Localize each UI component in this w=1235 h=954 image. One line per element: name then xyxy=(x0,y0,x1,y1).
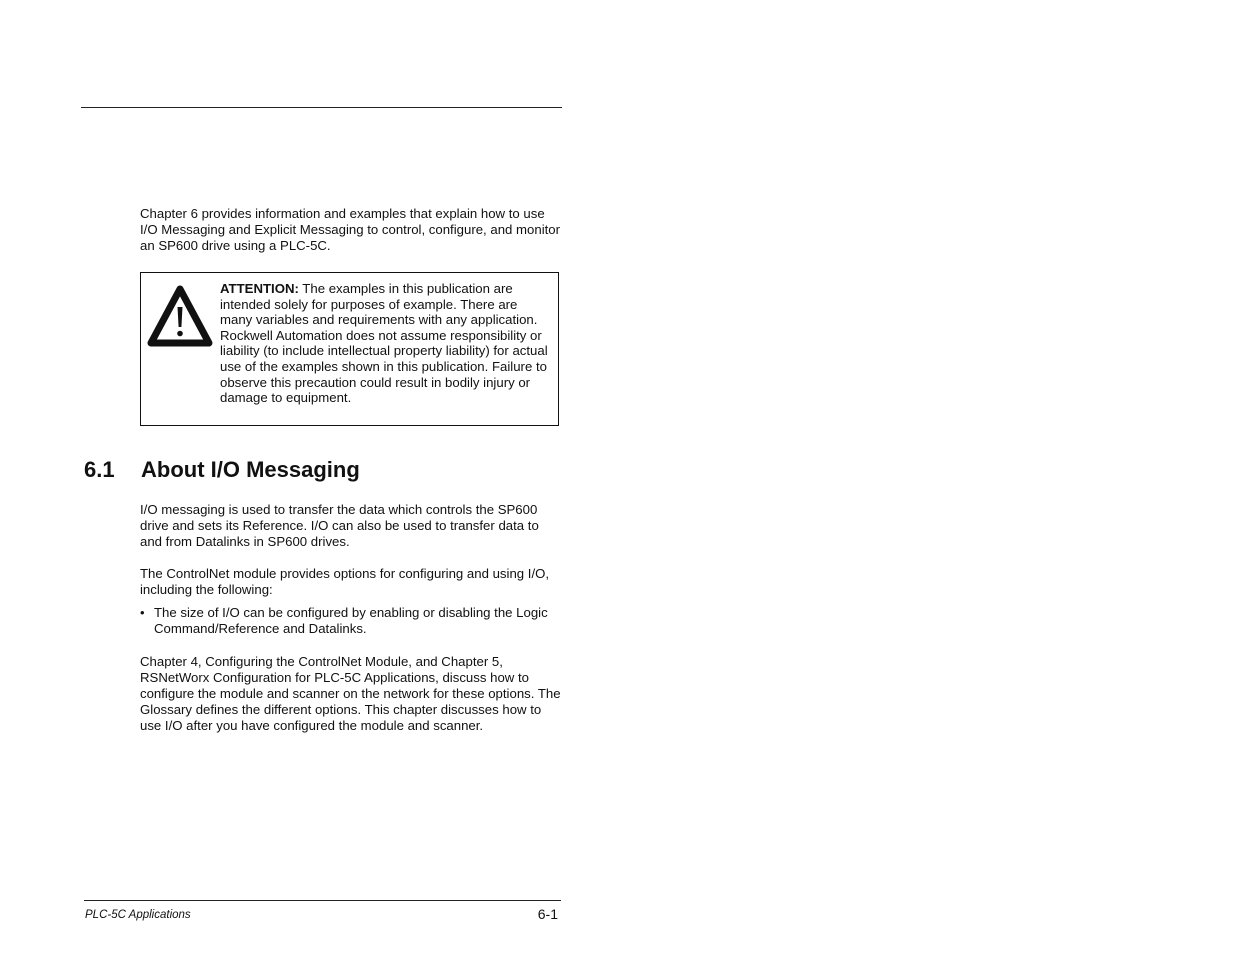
warning-triangle-icon xyxy=(146,283,214,349)
attention-body: The examples in this publication are intended solely for purposes of example. There are many variables and requirements with any application. Rockwell Automation does not assume responsibility or liability (to include intellectual property liability) for actual use of the examples shown in this publication. Failure to observe this precaution could result in bodily injury or damage to equipment. xyxy=(220,281,548,406)
paragraph-io-messaging: I/O messaging is used to transfer the data which controls the SP600 drive and sets its Reference. I/O can also be used to transfer data to and from Datalinks in SP600 drives. xyxy=(140,502,539,549)
attention-message xyxy=(220,281,550,406)
section-number: 6.1 xyxy=(84,457,115,482)
attention-box xyxy=(140,272,559,426)
intro-paragraph: Chapter 6 provides information and examples that explain how to use I/O Messaging and Explicit Messaging to control, configure, and monitor an SP600 drive using a PLC-5C. xyxy=(140,206,561,253)
footer-rule xyxy=(84,900,561,901)
list-item: The size of I/O can be configured by enabling or disabling the Logic Command/Reference and Datalinks. xyxy=(154,605,548,636)
page-number: 6-1 xyxy=(537,906,558,922)
bullet-marker: • xyxy=(140,605,145,620)
header-rule xyxy=(81,107,562,108)
footer-title: PLC-5C Applications xyxy=(85,909,191,921)
paragraph-controlnet-options: The ControlNet module provides options for configuring and using I/O, including the following: xyxy=(140,566,550,597)
attention-label: ATTENTION: xyxy=(220,281,299,296)
paragraph-chapter-references: Chapter 4, Configuring the ControlNet Module, and Chapter 5, RSNetWorx Configuration for PLC-5C Applications, discuss how to configure the module and scanner on the network for these options. The Glossary defines the different options. This chapter discusses how to use I/O after you have configured the module and scanner. xyxy=(140,654,561,733)
section-title: About I/O Messaging xyxy=(141,457,360,482)
